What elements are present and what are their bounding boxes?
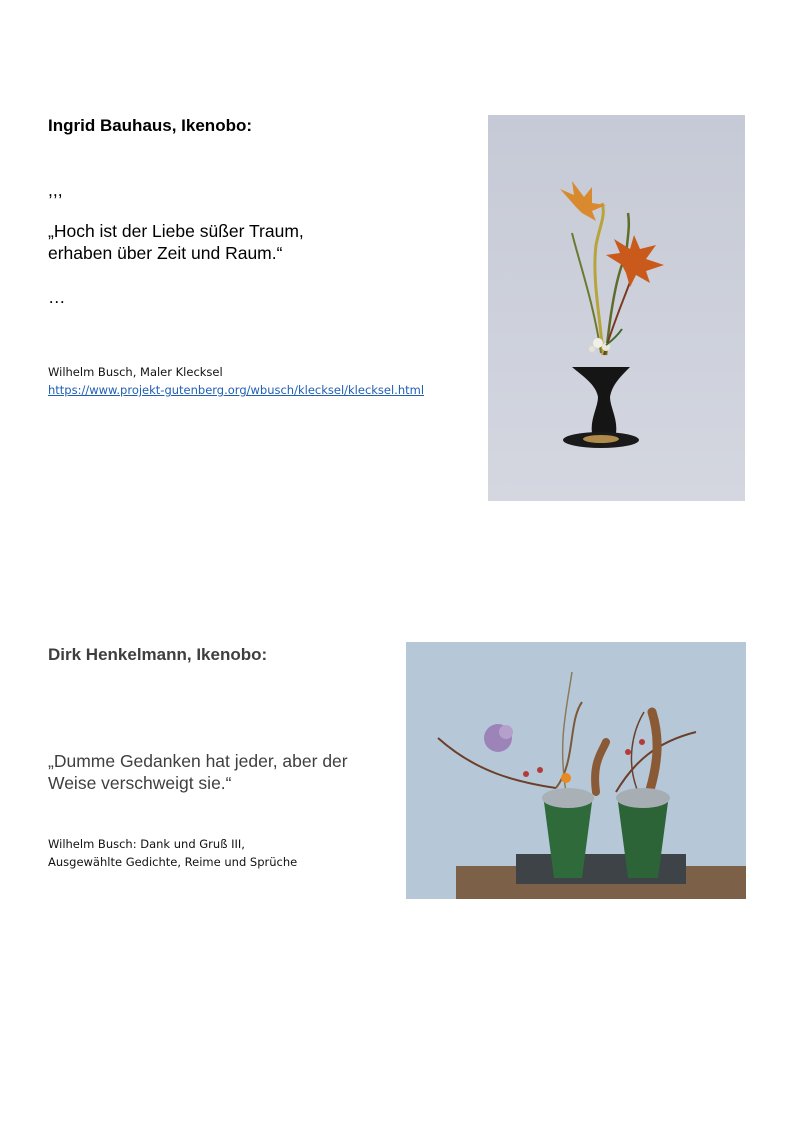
section2-heading: Dirk Henkelmann, Ikenobo: [48, 645, 268, 664]
quote1-line2: erhaben über Zeit und Raum.“ [48, 243, 283, 263]
source2-line1: Wilhelm Busch: Dank und Gruß III, [48, 837, 245, 851]
source1: Wilhelm Busch, Maler Klecksel [48, 365, 223, 379]
source2-line2: Ausgewählte Gedichte, Reime und Sprüche [48, 855, 298, 869]
ikebana-photo-2 [406, 642, 746, 899]
quote-marks: ,,, [48, 180, 63, 200]
quote1-line1: „Hoch ist der Liebe süßer Traum, [48, 221, 304, 241]
section1-heading: Ingrid Bauhaus, Ikenobo: [48, 116, 253, 135]
ikebana-photo-1 [488, 115, 745, 501]
quote-ellipsis: … [48, 287, 66, 307]
gutenberg-link[interactable]: https://www.projekt-gutenberg.org/wbusch/klecksel/klecksel.html [48, 383, 425, 397]
quote2-line1: „Dumme Gedanken hat jeder, aber der [48, 751, 348, 771]
quote2-line2: Weise verschweigt sie.“ [48, 773, 232, 793]
